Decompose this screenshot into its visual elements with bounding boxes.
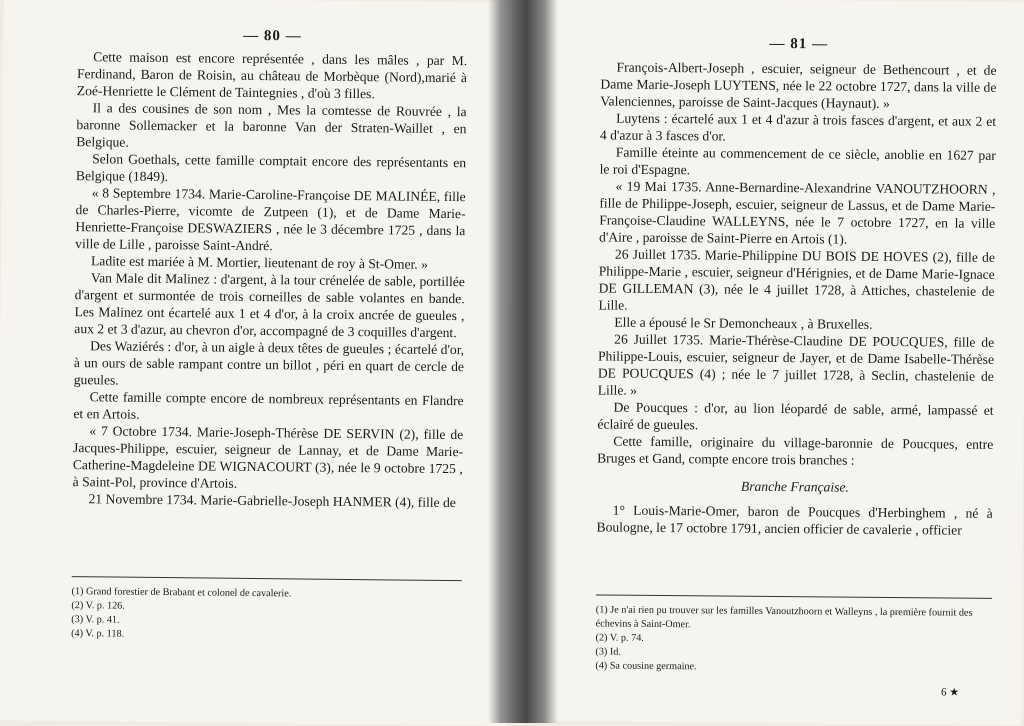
- paragraph: Ladite est mariée à M. Mortier, lieutenant de roy à St-Omer. »: [90, 253, 429, 272]
- footnote: (1) Grand forestier de Brabant et colonel de cavalerie.: [71, 586, 292, 600]
- footnote: (3) Id.: [595, 646, 621, 658]
- left-page-number: — 80 —: [243, 27, 302, 45]
- paragraph: 1° Louis-Marie-Omer, baron de Poucques d'Herbinghem , né à Boulogne, le 17 octobre 1791, ancien officier de cavalerie , officier: [596, 502, 993, 538]
- right-page: [525, 0, 1024, 725]
- footnote: (4) Sa cousine germaine.: [595, 660, 697, 673]
- paragraph: « 8 Septembre 1734. Marie-Caroline-Françoise DE MALINÉE, fille de Charles-Pierre, vicomte de Zutpeen (1), et de Dame Marie-Henriette-Françoise DESWAZIERS , née le 3 décembre 1725 , dans la ville de Lille , paroisse Saint-André.: [75, 185, 466, 254]
- footnote: (3) V. p. 41.: [71, 614, 120, 626]
- signature-mark: 6 ★: [940, 686, 960, 699]
- paragraph: Elle a épousé le Sr Demoncheaux , à Bruxelles.: [614, 314, 873, 332]
- footnote: (4) V. p. 118.: [71, 628, 125, 640]
- paragraph: François-Albert-Joseph , escuier, seigneur de Bethencourt , et de Dame Marie-Joseph LUYTENS, née le 22 octobre 1727, dans la ville de Valenciennes, paroisse de Saint-Jacques (Haynaut). »: [600, 59, 997, 111]
- footnote: (2) V. p. 74.: [595, 632, 644, 644]
- left-page-body: [72, 48, 467, 511]
- section-heading: Branche Française.: [740, 478, 849, 495]
- paragraph: 26 Juillet 1735. Marie-Philippine DU BOIS DE HOVES (2), fille de Philippe-Marie , escuier, seigneur d'Hérignies, et de Dame Marie-Ignace DE GILLEMAN (3), née le 4 juillet 1728, à Attiches, chastelenie de Lille.: [598, 246, 995, 313]
- footnote-rule: [72, 576, 462, 581]
- footnote: (2) V. p. 126.: [71, 600, 125, 612]
- paragraph: Cette famille, originaire du village-baronnie de Poucques, entre Bruges et Gand, compte encore trois branches :: [597, 433, 994, 468]
- paragraph: Selon Goethals, cette famille comptait encore des représentants en Belgique (1849).: [75, 151, 467, 185]
- paragraph: Cette famille compte encore de nombreux représentants en Flandre et en Artois.: [73, 389, 464, 422]
- paragraph: 26 Juillet 1735. Marie-Thérèse-Claudine DE POUCQUES, fille de Philippe-Louis, escuier, seigneur de Jayer, et de Dame Isabelle-Thérèse DE POUCQUES (4) ; née le 7 juillet 1728, à Seclin, chastelenie de Lille. »: [597, 331, 995, 398]
- right-footnotes: [595, 594, 992, 676]
- footnote: (1) Je n'ai rien pu trouver sur les familles Vanoutzhoorn et Walleyns , la première fournit des échevins à Saint-Omer.: [595, 604, 973, 631]
- paragraph: Luytens : écartelé aux 1 et 4 d'azur à trois fasces d'argent, et aux 2 et 4 d'azur à 3 fasces d'or.: [599, 110, 997, 144]
- paragraph: « 7 Octobre 1734. Marie-Joseph-Thérèse DE SERVIN (2), fille de Jacques-Philippe, escuier, seigneur de Lannay, et de Dame Marie-Catherine-Magdeleine DE WIGNACOURT (3), née le 9 octobre 1725 , à Saint-Pol, province d'Artois.: [72, 423, 464, 491]
- right-page-number: — 81 —: [769, 35, 829, 53]
- footnote-rule: [596, 594, 992, 598]
- left-footnotes: [71, 576, 462, 645]
- paragraph: Des Waziérés : d'or, à un aigle à deux têtes de gueules ; écartelé d'or, à un ours de sable rampant contre un billot , péri en quart de cercle de gueules.: [73, 338, 465, 388]
- book-gutter-shadow: [488, 0, 558, 723]
- paragraph: Cette maison est encore représentée , dans les mâles , par M. Ferdinand, Baron de Roisin, au château de Morbèque (Nord),marié à Zoé-Henriette le Clément de Taintegnies , d'où 3 filles.: [76, 49, 468, 102]
- paragraph: Van Male dit Malinez : d'argent, à la tour crénelée de sable, portillée d'argent et surmontée de trois corneilles de sable volantes en bande. Les Malinez ont écartelé aux 1 et 4 d'or, à la croix ancrée de gueules , aux 2 et 3 d'azur, au chevron d'or, accompagné de 3 coquilles d'argent.: [74, 270, 465, 341]
- paragraph: De Poucques : d'or, au lion léopardé de sable, armé, lampassé et éclairé de gueules.: [597, 399, 994, 433]
- paragraph: Il a des cousines de son nom , Mes la comtesse de Rouvrée , la baronne Sollemacker et la baronne Van der Straten-Waillet , en Belgique.: [76, 100, 467, 150]
- right-page-body: [596, 58, 996, 538]
- paragraph: « 19 Mai 1735. Anne-Bernardine-Alexandrine VANOUTZHOORN , fille de Philippe-Joseph, escuier, seigneur de Lassus, et de Dame Marie-Françoise-Claudine WALLEYNS, née le 7 octobre 1727, en la ville d'Aire , paroisse de Saint-Pierre en Artois (1).: [599, 178, 996, 247]
- paragraph: Famille éteinte au commencement de ce siècle, anoblie en 1627 par le roi d'Espagne.: [599, 144, 996, 178]
- paragraph: 21 Novembre 1734. Marie-Gabrielle-Joseph HANMER (4), fille de: [88, 491, 456, 511]
